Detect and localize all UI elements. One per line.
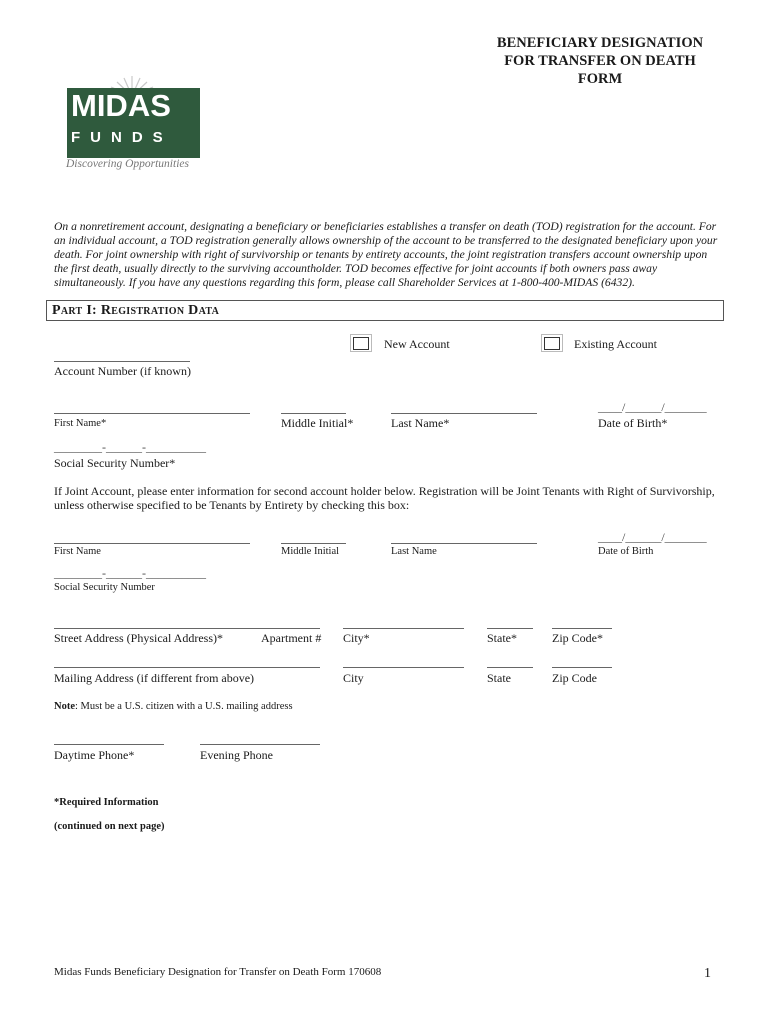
form-title-line-1: BENEFICIARY DESIGNATION [496, 35, 704, 51]
existing-account-label: Existing Account [574, 337, 657, 351]
mailing-state-label: State [487, 671, 511, 685]
joint-middle-initial-label: Middle Initial [281, 546, 340, 557]
midas-funds-logo [62, 74, 212, 174]
zip-code-field[interactable] [552, 628, 612, 629]
joint-first-name-label: First Name [54, 546, 101, 557]
zip-code-label: Zip Code* [552, 631, 603, 645]
state-label: State* [487, 631, 517, 645]
new-account-label: New Account [384, 337, 450, 351]
city-field[interactable] [343, 628, 464, 629]
date-of-birth-field[interactable]: ____/______/_______ [598, 400, 707, 414]
daytime-phone-label: Daytime Phone* [54, 748, 135, 762]
joint-account-note: If Joint Account, please enter information for second account holder below. Registration will be Joint Tenants with Right of Survivorship, unless otherwise specified to be Tenants by Entirety by checking this box: [54, 484, 715, 512]
new-account-checkbox-box[interactable] [353, 337, 369, 350]
joint-last-name-label: Last Name [391, 546, 437, 557]
state-field[interactable] [487, 628, 533, 629]
logo-wordmark-midas: MIDAS [71, 88, 171, 123]
part-1-title: Part I: Registration Data [52, 303, 220, 318]
mailing-zip-code-label: Zip Code [552, 671, 597, 685]
ssn-field[interactable]: ________-______-__________ [54, 440, 206, 454]
logo-wordmark-funds: FUNDS [71, 129, 173, 146]
form-title [450, 34, 750, 88]
footer-form-name: Midas Funds Beneficiary Designation for Transfer on Death Form 170608 [54, 966, 382, 978]
joint-ssn-field[interactable]: ________-______-__________ [54, 566, 206, 580]
mailing-address-label: Mailing Address (if different from above) [54, 671, 255, 685]
date-of-birth-label: Date of Birth* [598, 416, 668, 430]
ssn-label: Social Security Number* [54, 456, 176, 470]
account-number-field[interactable] [54, 361, 190, 362]
intro-paragraph: On a nonretirement account, designating a beneficiary or beneficiaries establishes a transfer on death (TOD) registration for the account. For an individual account, a TOD registration generally allows ownership of the account to be transferred to the designated beneficiary upon your death. For joint ownership with right of survivorship or tenants by entirety accounts, the joint registration transfers account ownership upon the first death, usually directly to the surviving accountholder. TOD becomes effective for joint accounts if both owners pass away simultaneously. If you have any questions regarding this form, please call Shareholder Services at 1-800-400-MIDAS (6432). [54, 220, 718, 289]
page-number: 1 [704, 966, 711, 981]
daytime-phone-field[interactable] [54, 744, 164, 745]
evening-phone-field[interactable] [200, 744, 320, 745]
last-name-field[interactable] [391, 413, 537, 414]
mailing-zip-code-field[interactable] [552, 667, 612, 668]
note-label: Note [54, 701, 75, 712]
joint-date-of-birth-label: Date of Birth [598, 546, 654, 557]
form-title-line-2: FOR TRANSFER ON DEATH [504, 53, 696, 69]
middle-initial-label: Middle Initial* [281, 416, 354, 430]
mailing-state-field[interactable] [487, 667, 533, 668]
first-name-field[interactable] [54, 413, 250, 414]
city-label: City* [343, 631, 370, 645]
joint-first-name-field[interactable] [54, 543, 250, 544]
evening-phone-label: Evening Phone [200, 748, 273, 762]
required-information-note: *Required Information [54, 797, 159, 808]
joint-middle-initial-field[interactable] [281, 543, 346, 544]
last-name-label: Last Name* [391, 416, 450, 430]
continued-note: (continued on next page) [54, 821, 165, 832]
logo-tagline: Discovering Opportunities [66, 158, 189, 170]
joint-ssn-label: Social Security Number [54, 582, 155, 593]
joint-date-of-birth-field[interactable]: ____/______/_______ [598, 530, 707, 544]
new-account-checkbox[interactable] [350, 334, 372, 352]
apartment-label: Apartment # [261, 631, 322, 645]
citizenship-note [54, 700, 293, 713]
account-number-label: Account Number (if known) [54, 364, 191, 378]
note-text: : Must be a U.S. citizen with a U.S. mailing address [75, 701, 293, 712]
street-address-label: Street Address (Physical Address)* [54, 631, 223, 645]
middle-initial-field[interactable] [281, 413, 346, 414]
joint-last-name-field[interactable] [391, 543, 537, 544]
existing-account-checkbox-box[interactable] [544, 337, 560, 350]
mailing-address-field[interactable] [54, 667, 320, 668]
street-address-field[interactable] [54, 628, 320, 629]
part-1-header [46, 300, 724, 321]
mailing-city-field[interactable] [343, 667, 464, 668]
first-name-label: First Name* [54, 418, 107, 429]
form-title-line-3: FORM [577, 71, 623, 87]
existing-account-checkbox[interactable] [541, 334, 563, 352]
mailing-city-label: City [343, 671, 364, 685]
